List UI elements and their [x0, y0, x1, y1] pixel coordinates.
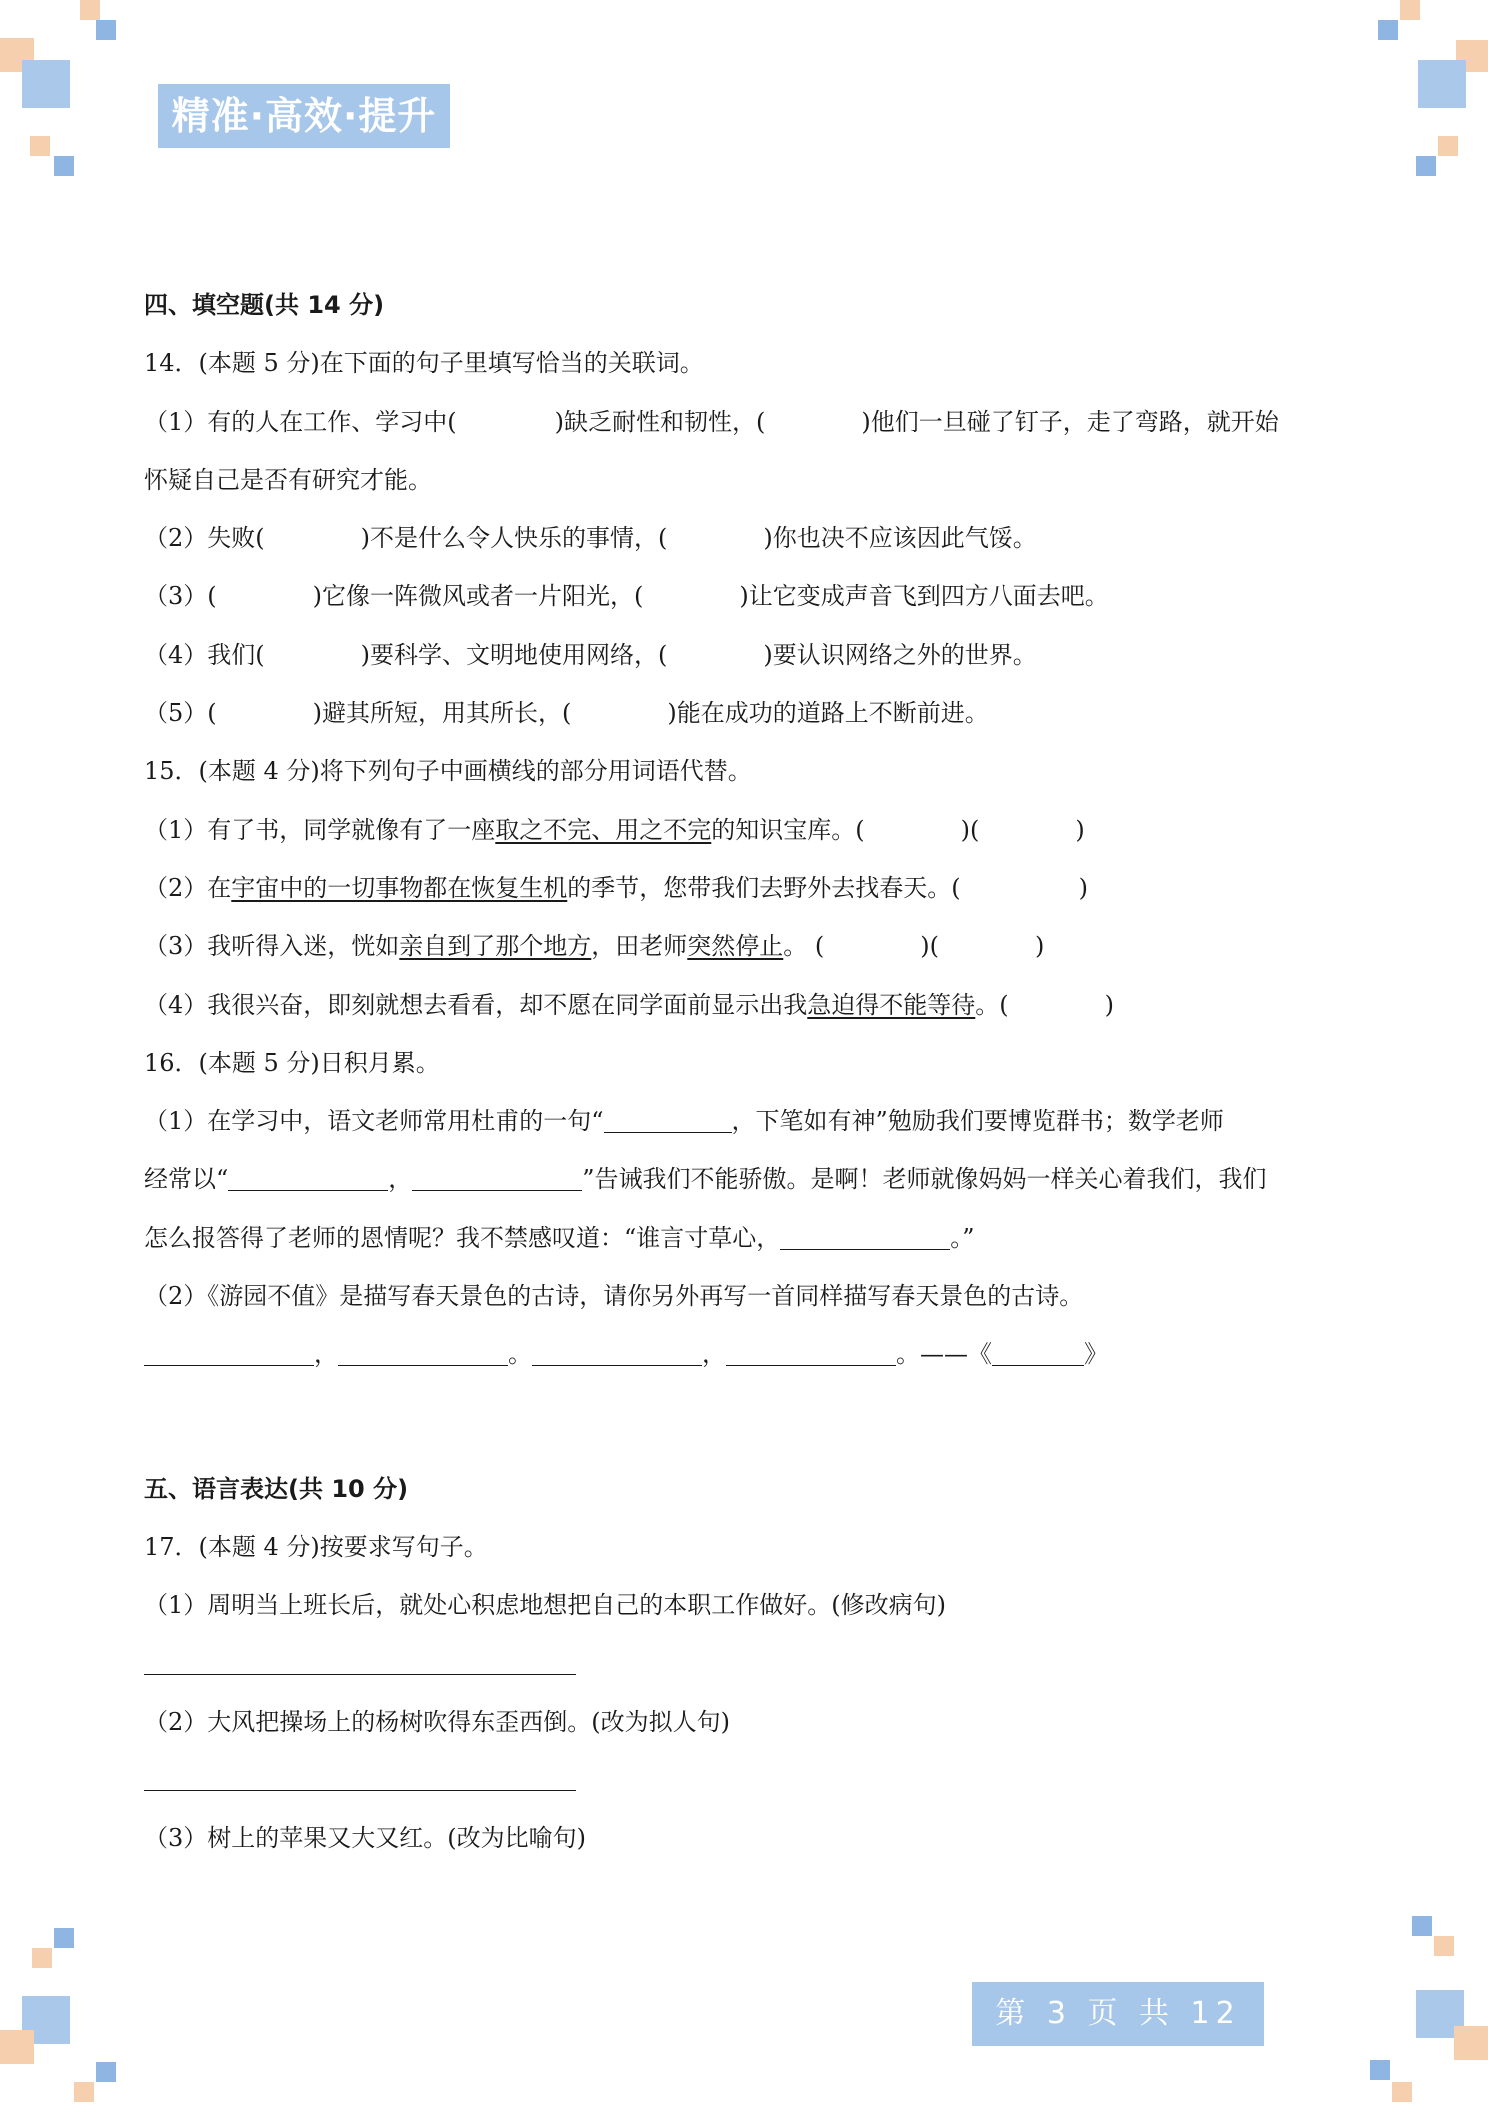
text: （1）有的人在工作、学习中(	[144, 407, 457, 436]
section-5-title: 五、语言表达(共 10 分)	[144, 1474, 409, 1503]
text: )它像一阵微风或者一片阳光，(	[312, 582, 644, 611]
section-spacer	[144, 1384, 1348, 1460]
underlined-phrase: 宇宙中的一切事物都在恢复生机	[231, 873, 568, 902]
q15-item-3	[144, 917, 1348, 975]
answer-blank[interactable]	[604, 1108, 732, 1133]
text: )你也决不应该因此气馁。	[763, 524, 1037, 553]
text: ，田老师	[591, 932, 688, 961]
text: ，	[388, 1165, 413, 1194]
q16-stem: 16．(本题 5 分)日积月累。	[144, 1048, 440, 1077]
decor-square	[22, 60, 70, 108]
text: （3）我听得入迷，恍如	[144, 932, 400, 961]
text: 。(	[975, 990, 1009, 1019]
q16-item-1-cont2	[144, 1209, 1348, 1267]
q14-item-1-cont: 怀疑自己是否有研究才能。	[144, 465, 432, 494]
answer-blank[interactable]	[726, 1341, 896, 1366]
text: )	[1075, 815, 1085, 844]
decor-square	[96, 20, 116, 40]
decor-square	[1416, 156, 1436, 176]
text: 经常以“	[144, 1165, 229, 1194]
text: )缺乏耐性和韧性，(	[554, 407, 766, 436]
underlined-phrase: 急迫得不能等待	[807, 990, 976, 1019]
decor-square	[96, 2062, 116, 2082]
text: 的知识宝库。(	[711, 815, 865, 844]
q14-item-5	[144, 684, 1348, 742]
decor-square	[54, 156, 74, 176]
answer-blank[interactable]	[338, 1341, 508, 1366]
decor-square	[1392, 2082, 1412, 2102]
decor-square	[32, 1948, 52, 1968]
text: 。”	[950, 1223, 975, 1252]
underlined-phrase: 突然停止	[687, 932, 784, 961]
q17-item-2: （2）大风把操场上的杨树吹得东歪西倒。(改为拟人句)	[144, 1707, 730, 1736]
q15-item-1	[144, 801, 1348, 859]
text: 。——《	[896, 1340, 992, 1369]
answer-blank[interactable]	[228, 1166, 388, 1191]
decor-square	[1418, 60, 1466, 108]
text: 》	[1084, 1340, 1108, 1369]
text: 怎么报答得了老师的恩情呢？我不禁感叹道：“谁言寸草心，	[144, 1223, 781, 1252]
text: )(	[920, 932, 940, 961]
decor-square	[1378, 20, 1398, 40]
text: ，下笔如有神”勉励我们要博览群书；数学老师	[731, 1107, 1224, 1136]
decor-square	[54, 1928, 74, 1948]
text: )	[1104, 990, 1115, 1019]
decor-square	[1434, 1936, 1454, 1956]
text: )要认识网络之外的世界。	[763, 640, 1037, 669]
answer-blank[interactable]	[780, 1225, 950, 1250]
section-4-title: 四、填空题(共 14 分)	[144, 291, 385, 319]
q17-stem: 17．(本题 4 分)按要求写句子。	[144, 1532, 488, 1561]
q16-item-1	[144, 1092, 1348, 1150]
text: ，	[702, 1340, 726, 1369]
text: ”告诫我们不能骄傲。是啊！老师就像妈妈一样关心着我们，我们	[582, 1165, 1267, 1194]
underlined-phrase: 亲自到了那个地方	[399, 932, 592, 961]
q14-item-3	[144, 567, 1348, 625]
answer-line[interactable]	[144, 1751, 1348, 1809]
decor-square	[1412, 1916, 1432, 1936]
exam-content	[144, 276, 1348, 1868]
text: （2）失败(	[144, 524, 265, 553]
text: （5）(	[144, 699, 217, 728]
text: （3）(	[144, 582, 217, 611]
text: 的季节，您带我们去野外去找春天。(	[567, 873, 961, 902]
answer-line[interactable]	[144, 1635, 1348, 1693]
q14-item-4	[144, 626, 1348, 684]
q14-stem: 14．(本题 5 分)在下面的句子里填写恰当的关联词。	[144, 349, 704, 378]
answer-underline	[144, 1674, 576, 1675]
decor-square	[80, 0, 100, 20]
decor-square	[1400, 0, 1420, 20]
q16-item-2: （2）《游园不值》是描写春天景色的古诗，请你另外再写一首同样描写春天景色的古诗。	[144, 1282, 1084, 1311]
q16-item-1-cont	[144, 1150, 1348, 1208]
q16-poem-blanks	[144, 1325, 1348, 1383]
underlined-phrase: 取之不完、用之不完	[495, 815, 712, 844]
page-number: 第 3 页 共 12 页	[972, 1982, 1264, 2046]
text: （2）在	[144, 873, 232, 902]
text: （1）有了书，同学就像有了一座	[144, 815, 496, 844]
decor-square	[74, 2082, 94, 2102]
decor-square	[1370, 2060, 1390, 2080]
answer-blank[interactable]	[144, 1341, 314, 1366]
text: )避其所短，用其所长，(	[312, 699, 572, 728]
decor-square	[1454, 2026, 1488, 2060]
q14-item-2	[144, 509, 1348, 567]
q17-item-3: （3）树上的苹果又大又红。(改为比喻句)	[144, 1824, 586, 1853]
answer-blank[interactable]	[992, 1341, 1084, 1366]
q14-item-1	[144, 393, 1348, 451]
text: )	[1035, 932, 1045, 961]
decor-square	[1438, 136, 1458, 156]
text: （1）在学习中，语文老师常用杜甫的一句“	[144, 1107, 604, 1136]
text: （4）我们(	[144, 640, 265, 669]
decor-square	[30, 136, 50, 156]
text: 。 (	[783, 932, 825, 961]
text: )能在成功的道路上不断前进。	[667, 699, 989, 728]
text: （4）我很兴奋，即刻就想去看看，却不愿在同学面前显示出我	[144, 990, 808, 1019]
text: )不是什么令人快乐的事情，(	[360, 524, 668, 553]
header-banner: 精准·高效·提升	[158, 84, 450, 148]
text: 。	[508, 1340, 532, 1369]
text: )让它变成声音飞到四方八面去吧。	[739, 582, 1109, 611]
answer-underline	[144, 1790, 576, 1791]
text: )(	[960, 815, 980, 844]
q15-item-4	[144, 976, 1348, 1034]
answer-blank[interactable]	[412, 1166, 582, 1191]
text: ，	[314, 1340, 338, 1369]
text: )	[1078, 873, 1089, 902]
text: )要科学、文明地使用网络，(	[360, 640, 668, 669]
text: )他们一旦碰了钉子，走了弯路，就开始	[861, 407, 1279, 436]
q17-item-1: （1）周明当上班长后，就处心积虑地想把自己的本职工作做好。(修改病句)	[144, 1591, 946, 1620]
answer-blank[interactable]	[532, 1341, 702, 1366]
decor-square	[0, 2030, 34, 2064]
q15-item-2	[144, 859, 1348, 917]
q15-stem: 15．(本题 4 分)将下列句子中画横线的部分用词语代替。	[144, 757, 752, 786]
